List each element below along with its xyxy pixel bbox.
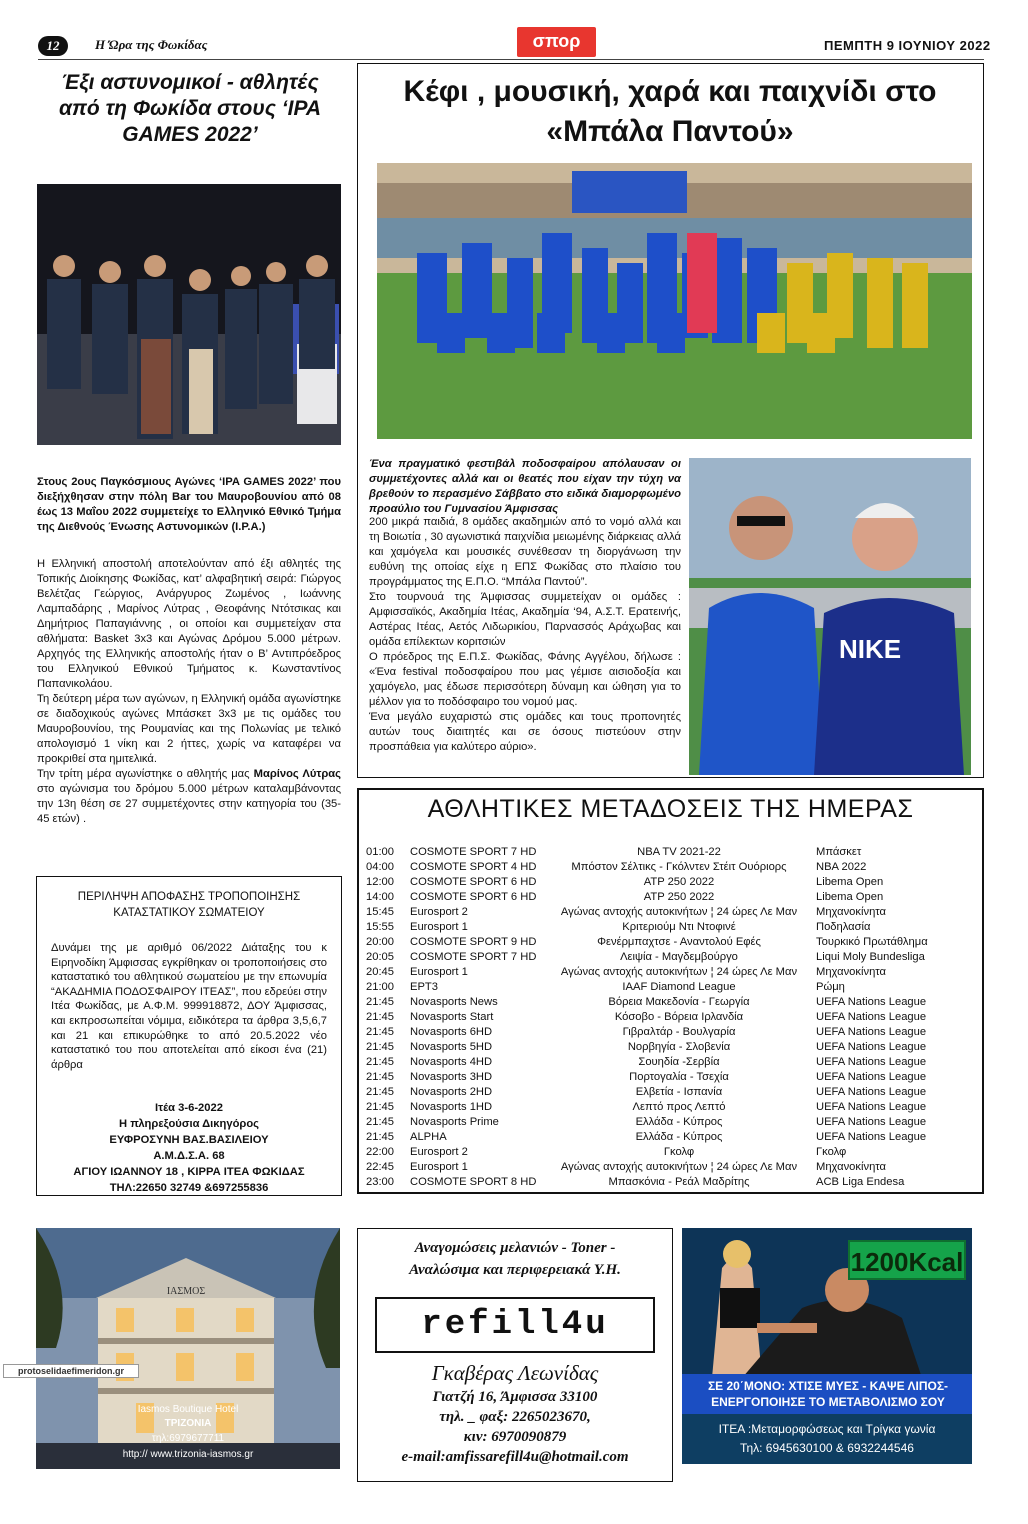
feature-body — [369, 515, 681, 755]
tv-category: Μηχανοκίνητα — [816, 966, 887, 978]
hotel-name: Iasmos Boutique Hotel — [137, 1404, 239, 1415]
tv-channel: Eurosport 1 — [410, 966, 468, 978]
hotel-sign: ΙΑΣΜΟΣ — [166, 1286, 206, 1297]
tv-row — [366, 1175, 976, 1190]
gym-contact — [682, 1420, 972, 1458]
tv-time: 14:00 — [366, 891, 394, 903]
gym-slogan-line: ΕΝΕΡΓΟΠΟΙΗΣΕ ΤΟ ΜΕΤΑΒΟΛΙΣΜΟ ΣΟΥ — [711, 1395, 945, 1409]
tv-program: ATP 250 2022 — [643, 876, 715, 888]
sign-amdsa: Α.Μ.Δ.Σ.Α. 68 — [153, 1150, 225, 1163]
tv-category: Γκολφ — [816, 1146, 847, 1158]
tv-program: Φενέρμπαχτσε - Αναντολού Εφές — [597, 936, 761, 948]
tv-time: 15:55 — [366, 921, 394, 933]
tv-row — [366, 1145, 976, 1160]
watermark: protoselidaefimeridon.gr — [3, 1364, 139, 1378]
refill-address: Γιατζή 16, Άμφισσα 33100 — [432, 1389, 598, 1405]
tv-row — [366, 1070, 976, 1085]
tv-channel: Novasports 2HD — [410, 1086, 493, 1098]
tv-time: 23:00 — [366, 1176, 394, 1188]
tv-program: Νορβηγία - Σλοβενία — [627, 1041, 731, 1053]
tv-channel: COSMOTE SPORT 9 HD — [410, 936, 537, 948]
tv-listings-title: ΑΘΛΗΤΙΚΕΣ ΜΕΤΑΔΟΣΕΙΣ ΤΗΣ ΗΜΕΡΑΣ — [427, 795, 914, 823]
tv-time: 21:45 — [366, 1086, 394, 1098]
tv-program: Ελβετία - Ισπανία — [635, 1086, 723, 1098]
refill-ad-line: Αναγομώσεις μελανιών - Toner - — [414, 1240, 616, 1256]
feature-title: Κέφι , μουσική, χαρά και παιχνίδι στο «Μπάλα Παντού» — [403, 75, 937, 148]
tv-category: UEFA Nations League — [816, 1026, 927, 1038]
tv-category: UEFA Nations League — [816, 1086, 927, 1098]
tv-program: Αγώνας αντοχής αυτοκινήτων ¦ 24 ώρες Λε Μαν — [560, 966, 798, 978]
hotel-phone: τηλ:6979677711 — [151, 1433, 225, 1444]
tv-row — [366, 875, 976, 890]
tv-row — [366, 935, 976, 950]
text-segment: Την τρίτη μέρα αγωνίστηκε ο αθλητής μας — [37, 768, 254, 780]
hotel-photo-art — [36, 1228, 340, 1469]
tv-row — [366, 1055, 976, 1070]
legal-notice-signature — [51, 1100, 327, 1196]
left-article-body — [37, 557, 341, 827]
tv-time: 21:00 — [366, 981, 394, 993]
football-kids-photo-art — [377, 163, 972, 439]
tv-row — [366, 965, 976, 980]
two-men-photo-art — [689, 458, 971, 775]
refill-phone: τηλ. _ φαξ: 2265023670, — [439, 1409, 591, 1425]
page-number: 12 — [38, 36, 68, 56]
gym-ad — [682, 1228, 972, 1464]
tv-category: UEFA Nations League — [816, 1071, 927, 1083]
tv-row — [366, 1130, 976, 1145]
feature-paragraph: 200 μικρά παιδιά, 8 ομάδες ακαδημιών από το νομό αλλά και τη Βοιωτία , 30 αγωνιστικά παιχνίδια μειωμένης διάρκειας αλλά και χαμόγελα και μουσικές συνέθεσαν τη διοργάνωση την ευθύνη της οποίας είχε η ΕΠΣ Φωκίδας στο πλαίσιο του προγράμματος της Ε.Π.Ο. “Μπάλα Παντού”. — [369, 516, 681, 588]
police-athletes-photo — [37, 184, 341, 445]
tv-program: Μπόστον Σέλτικς - Γκόλντεν Στέιτ Ουόριορς — [571, 861, 787, 873]
tv-row — [366, 1010, 976, 1025]
tv-category: UEFA Nations League — [816, 1131, 927, 1143]
tv-category: UEFA Nations League — [816, 996, 927, 1008]
tv-row — [366, 950, 976, 965]
tv-channel: Novasports 5HD — [410, 1041, 493, 1053]
tv-channel: Eurosport 1 — [410, 921, 468, 933]
left-article-paragraph: Τη δεύτερη μέρα των αγώνων, η Ελληνική ομάδα αγωνίστηκε σε διαδοχικούς αγώνες Μπάσκετ 3x3 με τις ομάδες του Μαυροβουνίου, της Ρουμανίας και της Πολωνίας με τελικό απολογισμό 1 νίκη και 2 ήττες, χωρίς να καταφέρει να προκριθεί στα ημιτελικά. — [37, 693, 341, 765]
tv-row — [366, 1085, 976, 1100]
kcal-badge: 1200Kcal — [848, 1240, 966, 1280]
refill-ad-line: Αναλώσιμα και περιφερειακά Υ.Η. — [409, 1262, 621, 1278]
tv-channel: Novasports Start — [410, 1011, 494, 1023]
sign-phone: ΤΗΛ:22650 32749 &697255836 — [109, 1182, 269, 1195]
tv-category: NBA 2022 — [816, 861, 867, 873]
tv-category: UEFA Nations League — [816, 1011, 927, 1023]
tv-row — [366, 980, 976, 995]
tv-row — [366, 920, 976, 935]
tv-channel: Novasports 3HD — [410, 1071, 493, 1083]
tv-category: UEFA Nations League — [816, 1041, 927, 1053]
tv-program: Αγώνας αντοχής αυτοκινήτων ¦ 24 ώρες Λε Μαν — [560, 906, 798, 918]
tv-channel: COSMOTE SPORT 6 HD — [410, 891, 537, 903]
legal-notice-title — [51, 889, 327, 921]
tv-channel: Eurosport 2 — [410, 1146, 468, 1158]
tv-program: Γιβραλτάρ - Βουλγαρία — [622, 1026, 736, 1038]
football-kids-photo — [377, 163, 972, 439]
tv-time: 22:00 — [366, 1146, 394, 1158]
gym-slogan-line: ΣΕ 20΄ΜΟΝΟ: ΧΤΙΣΕ ΜΥΕΣ - ΚΑΨΕ ΛΙΠΟΣ- — [707, 1379, 949, 1393]
tv-program: Λειψία - Μαγδεμβούργο — [620, 951, 738, 963]
tv-time: 12:00 — [366, 876, 394, 888]
left-article-paragraph — [37, 767, 341, 827]
sign-date: Ιτέα 3-6-2022 — [155, 1102, 223, 1115]
tv-time: 21:45 — [366, 1071, 394, 1083]
tv-time: 21:45 — [366, 1026, 394, 1038]
shirt-text: NIKE — [839, 634, 902, 664]
refill-contact — [358, 1387, 672, 1467]
tv-row — [366, 1040, 976, 1055]
gym-phone: Τηλ: 6945630100 & 6932244546 — [740, 1441, 914, 1455]
hotel-url[interactable]: http:// www.trizonia-iasmos.gr — [122, 1449, 254, 1460]
tv-channel: Novasports Prime — [410, 1116, 499, 1128]
police-athletes-photo-art — [37, 184, 341, 445]
tv-row — [366, 890, 976, 905]
legal-notice-title-line: ΚΑΤΑΣΤΑΤΙΚΟΥ ΣΩΜΑΤΕΙΟΥ — [113, 907, 265, 919]
tv-row — [366, 995, 976, 1010]
tv-row — [366, 1025, 976, 1040]
tv-channel: COSMOTE SPORT 7 HD — [410, 951, 537, 963]
tv-category: Μπάσκετ — [816, 846, 862, 858]
tv-category: Μηχανοκίνητα — [816, 906, 887, 918]
tv-program: IAAF Diamond League — [622, 981, 736, 993]
legal-notice-box — [36, 876, 342, 1196]
tv-time: 21:45 — [366, 1041, 394, 1053]
legal-notice-text: Δυνάμει της με αριθμό 06/2022 Διάταξης του κ Ειρηνοδίκη Άμφισσας εγκρίθηκαν οι τροποποιήσεις στο καταστατικό του αθλητικού σωματείου με την επωνυμία “ΑΚΑΔΗΜΙΑ ΠΟΔΟΣΦΑΙΡΟΥ ΙΤΕΑΣ”, που εδρεύει στην Ιτέα Φωκίδας, με Α.Φ.Μ. 999918872, ΔΟΥ Άμφισσας, και εκπροσωπείται νόμιμα, ειδικότερα τα άρθρα 3,5,6,7 και 21 και επικυρώθηκε το από 20.5.2022 νέο καταστατικό του που αποτελείται από είκοσι ένα (21) άρθρα — [51, 942, 327, 1071]
tv-time: 21:45 — [366, 1116, 394, 1128]
left-article-intro: Στους 2ους Παγκόσμιους Αγώνες ‘IPA GAMES 2022’ που διεξήχθησαν στην πόλη Bar του Μαυροβουνίου από 08 έως 13 Μαΐου 2022 συμμετείχε το Ελληνικό Εθνικό Τμήμα της Διεθνούς Ένωσης Αστυνομικών (I.P.A.) — [37, 476, 341, 533]
tv-channel: Novasports 4HD — [410, 1056, 493, 1068]
tv-program: Βόρεια Μακεδονία - Γεωργία — [608, 996, 750, 1008]
tv-program: NBA TV 2021-22 — [637, 846, 721, 858]
tv-channel: COSMOTE SPORT 6 HD — [410, 876, 537, 888]
tv-row — [366, 1160, 976, 1175]
text-segment: στο αγώνισμα του δρόμου 5.000 μέτρων καταλαμβάνοντας την 13η θέση σε 27 συμμετέχοντες στην κατηγορία του (35-45 ετών) . — [37, 783, 341, 825]
tv-row — [366, 905, 976, 920]
refill-owner: Γκαβέρας Λεωνίδας — [431, 1361, 599, 1385]
tv-program: Μπασκόνια - Ρεάλ Μαδρίτης — [608, 1176, 750, 1188]
tv-time: 15:45 — [366, 906, 394, 918]
sign-role: Η πληρεξούσια Δικηγόρος — [119, 1118, 259, 1131]
tv-channel: ALPHA — [410, 1131, 447, 1143]
tv-channel: EPT3 — [410, 981, 438, 993]
tv-channel: COSMOTE SPORT 7 HD — [410, 846, 537, 858]
tv-row — [366, 1100, 976, 1115]
refill-logo: refill4u — [375, 1297, 655, 1353]
tv-program: Αγώνας αντοχής αυτοκινήτων ¦ 24 ώρες Λε Μαν — [560, 1161, 798, 1173]
tv-time: 21:45 — [366, 1101, 394, 1113]
tv-time: 21:45 — [366, 1056, 394, 1068]
sign-name: ΕΥΦΡΟΣΥΝΗ ΒΑΣ.ΒΑΣΙΛΕΙΟΥ — [109, 1134, 269, 1147]
header-divider — [38, 59, 984, 60]
tv-channel: COSMOTE SPORT 4 HD — [410, 861, 537, 873]
tv-channel: Novasports 1HD — [410, 1101, 493, 1113]
tv-category: UEFA Nations League — [816, 1056, 927, 1068]
tv-channel: Eurosport 2 — [410, 906, 468, 918]
refill-mobile: κιν: 6970090879 — [463, 1429, 567, 1445]
newspaper-name: Η Ώρα της Φωκίδας — [95, 37, 208, 52]
tv-program: Ελλάδα - Κύπρος — [635, 1131, 723, 1143]
tv-category: Μηχανοκίνητα — [816, 1161, 887, 1173]
tv-listings-table — [366, 845, 976, 1190]
tv-program: Κριτεριούμ Ντι Ντοφινέ — [622, 921, 736, 933]
tv-row — [366, 845, 976, 860]
tv-time: 22:45 — [366, 1161, 394, 1173]
feature-paragraph: Στο τουρνουά της Άμφισσας συμμετείχαν οι ομάδες : Αμφισσαϊκός, Ακαδημία Ιτέας, Ακαδημία ‘94, Α.Σ.Τ. Ερατεινής, Αστέρας Ιτέας, Αετός Λιδωρικίου, Παρνασσός Αράχωβας και ομάδα επίλεκτων κοριτσιών — [369, 591, 681, 648]
refill-ad-headline — [358, 1237, 672, 1281]
tv-category: Ρώμη — [816, 981, 845, 993]
tv-time: 21:45 — [366, 1011, 394, 1023]
tv-category: Libema Open — [816, 891, 884, 903]
refill-email[interactable]: e-mail:amfissarefill4u@hotmail.com — [401, 1449, 629, 1465]
athlete-name: Μαρίνος Λύτρας — [253, 768, 341, 780]
tv-time: 20:05 — [366, 951, 394, 963]
tv-time: 21:45 — [366, 996, 394, 1008]
tv-program: Πορτογαλία - Τσεχία — [629, 1071, 729, 1083]
tv-channel: COSMOTE SPORT 8 HD — [410, 1176, 537, 1188]
left-article-title: Έξι αστυνομικοί - αθλητές από τη Φωκίδα στους ‘IPA GAMES 2022’ — [58, 71, 322, 146]
tv-time: 04:00 — [366, 861, 394, 873]
feature-paragraph: Ο πρόεδρος της Ε.Π.Σ. Φωκίδας, Φάνης Αγγέλου, δήλωσε : «Ένα festival ποδοσφαίρου που μας γέμισε αισιοδοξία και χαμόγελο, μας έδωσε περισσότερη δύναμη και ώθηση για το μέλλον για το ποδόσφαιρο του νομού μας. — [369, 651, 681, 708]
tv-program: Σουηδία -Σερβία — [638, 1056, 720, 1068]
tv-program: Ελλάδα - Κύπρος — [635, 1116, 723, 1128]
tv-category: ACB Liga Endesa — [816, 1176, 905, 1188]
gym-address: ΙΤΕΑ :Μεταμορφώσεως και Τρίγκα γωνία — [718, 1422, 936, 1436]
tv-channel: Novasports News — [410, 996, 498, 1008]
tv-category: Libema Open — [816, 876, 884, 888]
tv-category: UEFA Nations League — [816, 1101, 927, 1113]
feature-caption: Ένα πραγματικό φεστιβάλ ποδοσφαίρου απόλαυσαν οι συμμετέχοντες αλλά και οι θεατές που είχαν την τύχη να βρεθούν το περασμένο Σάββατο στο ειδικά διαμορφωμένο προαύλιο του Γυμνασίου Άμφισσας — [369, 458, 681, 515]
feature-paragraph: Ένα μεγάλο ευχαριστώ στις ομάδες και τους προπονητές αυτών τους διαιτητές και σε όσους πιστεύουν στην προσπάθεια για καλύτερο αύριο». — [369, 711, 681, 753]
tv-program: Κόσοβο - Βόρεια Ιρλανδία — [614, 1011, 744, 1023]
hotel-place: ΤΡΙΖΟΝΙΑ — [164, 1418, 212, 1429]
tv-category: Τουρκικό Πρωτάθλημα — [816, 936, 928, 948]
sign-address: ΑΓΙΟΥ ΙΩΑΝΝΟΥ 18 , ΚΙΡΡΑ ΙΤΕΑ ΦΩΚΙΔΑΣ — [73, 1166, 305, 1179]
issue-date: ΠΕΜΠΤΗ 9 ΙΟΥΝΙΟΥ 2022 — [824, 38, 991, 53]
gym-slogan — [682, 1374, 972, 1414]
tv-time: 20:45 — [366, 966, 394, 978]
tv-category: Liqui Moly Bundesliga — [816, 951, 925, 963]
tv-category: Ποδηλασία — [816, 921, 871, 933]
tv-program: Λεπτό προς Λεπτό — [632, 1101, 726, 1113]
tv-time: 20:00 — [366, 936, 394, 948]
hotel-ad — [36, 1228, 340, 1469]
tv-row — [366, 860, 976, 875]
tv-time: 01:00 — [366, 846, 394, 858]
left-article-paragraph: Η Ελληνική αποστολή αποτελούνταν από έξι αθλητές της Τοπικής Διοίκησης Φωκίδας, κατ’ αλφαβητική σειρά: Γιώργος Βελέτζας Γεώργιος, Ανάργυρος Ζωμένος , Ιωάννης Λαμπαδάρης , Μαρίνος Λύτρας , Θεοφάνης Ντότσικας και Δημήτριος Παπαγιάννης , οι οποίοι και συμμετείχαν στα αθλήματα: Basket 3x3 και Αγώνας Δρόμου 5.000 μέτρων. Αρχηγός της Ελληνικής αποστολής ήταν ο Β’ Αντιπρόεδρος του Ελληνικού Εθνικού Τμήματος κ. Κωνσταντίνος Παπανικολάου. — [37, 558, 341, 690]
section-label: σπορ — [517, 27, 596, 57]
tv-time: 21:45 — [366, 1131, 394, 1143]
tv-program: Γκολφ — [663, 1146, 695, 1158]
tv-channel: Eurosport 1 — [410, 1161, 468, 1173]
tv-category: UEFA Nations League — [816, 1116, 927, 1128]
refill-ad — [357, 1228, 673, 1482]
tv-channel: Novasports 6HD — [410, 1026, 493, 1038]
legal-notice-title-line: ΠΕΡΙΛΗΨΗ ΑΠΟΦΑΣΗΣ ΤΡΟΠΟΠΟΙΗΣΗΣ — [77, 891, 301, 903]
tv-row — [366, 1115, 976, 1130]
tv-program: ATP 250 2022 — [643, 891, 715, 903]
two-men-photo — [689, 458, 971, 775]
